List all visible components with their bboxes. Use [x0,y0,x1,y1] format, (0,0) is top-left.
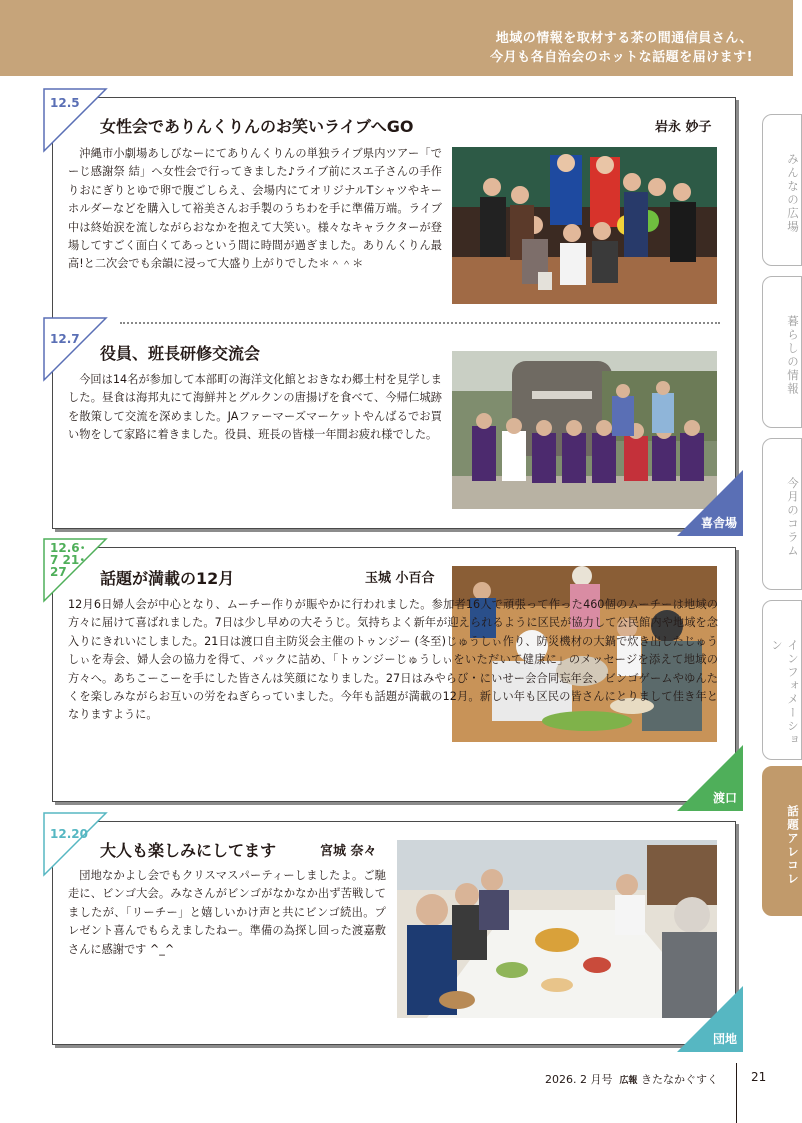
article-title: 話題が満載の12月 [100,569,235,588]
article-title: 大人も楽しみにしてます [100,841,277,860]
area-label-danchi: 団地 [677,986,743,1052]
article-body: 沖縄市小劇場あしびなーにてありんくりんの単独ライブ県内ツアー「でーじ感謝祭 結」へ女性会で行ってきました♪ライブ前にスエ子さんの手作りおにぎりとゆで卵で腹ごしらえ、会場内にてオリジナルTシャツやキーホルダーなどを購入して裕美さんお手製のうちわを手に準備万端。ライブ中は終始涙を流しながらおなかを抱えて大笑い。様々なキャラクターが登場してすごく面白くてあっという間に時間が過ぎました。ありんくりん最高!と二次会でも余韻に浸って大盛り上がりでした＊＾＾＊ [68,147,442,271]
page-number: 21 [751,1070,767,1084]
date-flag-12-5: 12.5 [44,89,106,151]
photo-christmas-party [397,840,717,1018]
photo-comedy-live [452,147,717,304]
area-label-kishaba: 喜舎場 [677,470,743,536]
article-body: 12月6日婦人会が中心となり、ムーチー作りが賑やかに行われました。参加者16人で頑張って作った460個のムーチーは地域の方々に届けて喜ばれました。7日は少し早めの大そうじ。気持ちよく新年が迎えられるように区民が協力して公民館内や地域を念入りにきれいにしました。21日は渡口自主防災会主催のトゥンジー (冬至)じゅうしぃ作り、防災機材の大鍋で炊き出したじゅうしぃを寿会、婦人会の協力を得て、パックに詰め、「トゥンジーじゅうしぃをいただいて健康に」のメッセージを添えて地域の方々へ。あちこーこーを手にした皆さんは笑顔になりました。27日はみやらび・にいせー会合同忘年会、ビンゴゲームやゆんたくを楽しみながらお互いの労をねぎらっていました。今年も話題が満載の12月。新しい年も区民の皆さんにとりまして佳き年となりますように。 [68,598,718,722]
date-flag-12-6-7-21-27: 12.6･7 21･ 27 [44,539,106,601]
article-title: 役員、班長研修交流会 [100,344,261,363]
article-body: 団地なかよし会でもクリスマスパーティーしましたよ。ご馳走に、ビンゴ大会。みなさんがビンゴがなかなか出ず苦戦してましたが、「リーチー」と嬉しいかけ声と共にビンゴ続出。プレゼント喜んでもらえましたねー。準備の為探し回った渡嘉敷さんに感謝です ^_^ [68,869,386,956]
header-line-1: 地域の情報を取材する茶の間通信員さん、 [495,31,753,46]
tab-wadai-arekore[interactable]: 話題アレコレ [762,766,802,916]
magazine-name: きたなかぐすく [641,1073,718,1086]
article-separator [120,322,720,324]
tab-information[interactable]: インフォメーション [762,600,802,760]
tab-minna-no-hiroba[interactable]: みんなの広場 [762,114,802,266]
page-header [0,0,793,76]
author-name: 玉城 小百合 [365,571,435,586]
area-label-toguchi: 渡口 [677,745,743,811]
header-line-2: 今月も各自治会のホットな話題を届けます! [490,50,753,65]
article-body: 今回は14名が参加して本部町の海洋文化館とおきなわ郷土村を見学しました。昼食は海邦丸にて海鮮丼とグルクンの唐揚げを食べて、今帰仁城跡を散策して交流を深めました。JAファーマーズマーケットやんばるでお買い物をして家路に着きました。役員、班長の皆様一年間お疲れ様でした。 [68,373,442,442]
footer-issue: 2026. 2 月号 広報 きたなかぐすく [545,1073,718,1086]
author-name: 宮城 奈々 [320,844,377,859]
kouhou-mark: 広報 [619,1076,638,1086]
author-name: 岩永 妙子 [655,120,712,135]
tab-kongetsu-no-column[interactable]: 今月のコラム [762,438,802,590]
article-title: 女性会でありんくりんのお笑いライブへGO [100,117,414,136]
date-flag-12-7: 12.7 [44,318,106,380]
date-flag-12-20: 12.20 [44,813,106,875]
footer-divider [736,1063,737,1123]
tab-kurashi-no-joho[interactable]: 暮らしの情報 [762,276,802,428]
